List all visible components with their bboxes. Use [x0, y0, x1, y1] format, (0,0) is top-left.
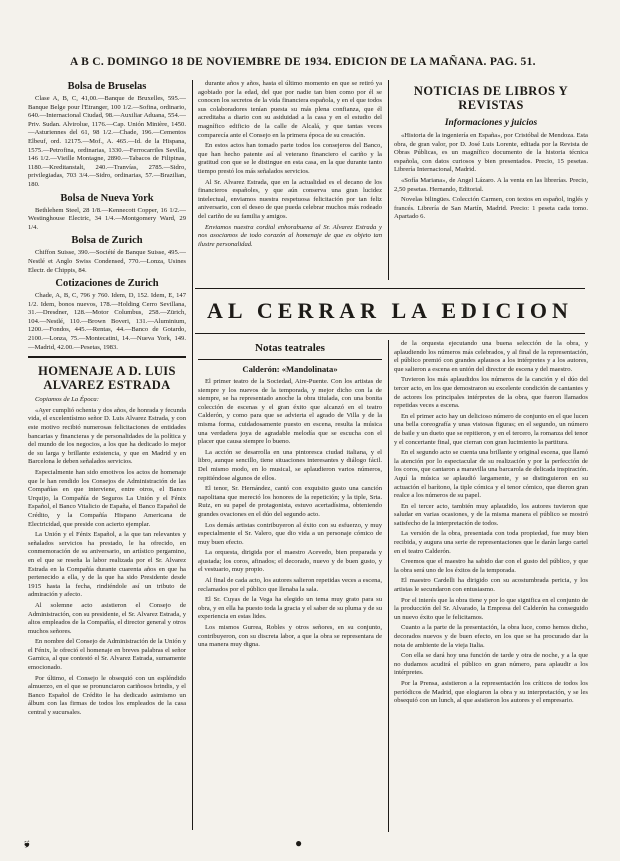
cotizaciones-title: Cotizaciones de Zurich [55, 278, 159, 290]
section-divider [28, 356, 186, 358]
notas-continuation: En el tercer acto, también muy aplaudido, los autores tuvieron que saludar en varias ocasiones, y de la misma manera el público se mostró satisfecho de la interpretación de todos. [394, 502, 588, 527]
homenaje-paragraph: «Ayer cumplió ochenta y dos años, de honrada y fecunda vida, el excelentísimo señor D. Luis Alvarez Estrada, y con este motivo recibió numerosas felicitaciones de entidades bancarias y financieras y de personalidades de la política y del mundo de los negocios, a los que ha dedicado lo mejor de su larga y brillante existencia, y que en Madrid y en Barcelona le deben señalados servicios. [28, 406, 186, 466]
bruselas-body: Clase A, B, C, 41,00.—Banque de Bruxelles, 595.—Banque Belge pour l'Etranger, 100 1/2.—Sofina, ordinario, 640.—Internacional Ciudad, 98.—Auxiliar Aduana, 554.—Priv. Sudan. Alvirolue, 1176.—Cap. Unión Minière, 1450.—Asturiennes del 61, 98 1/2.—Chade, 196.—Cementos Elbeuf, ord. 12175.—Mof., A. 465.—Id. de la Hispana, 1575.—Petrofina, ordinarias, 1330.—Ferrocarriles Sevilla, 146 1/2.—Vieille Montagne, 2890.—Tabacos de Filipinas, 1180.—Kreditanstalt, 240.—Tranvías, 2785.—Sidro, privilegiadas, 703 3/4.—Sidro, ordinarias, 57.—Brazilian, 180. [28, 95, 186, 188]
notas-paragraph: El tenor, Sr. Hernández, cantó con exquisito gusto una canción napolitana que mereció los honores de la repetición; y la tiple, Srta. Ruiz, en su papel de protagonista, estuvo acertadísima, obteniendo grandes ovaciones en el dúo del segundo acto. [198, 485, 382, 518]
homenaje-continuation: Al Sr. Alvarez Estrada, que en la actualidad es el decano de los financieros españoles, y que aún conserva una gran lucidez intelectual, enviamos nuestra respetuosa felicitación por tan feliz aniversario, con el deseo de que pueda celebrar muchos más rodeado del cariño de su familia y amigos. [198, 178, 382, 220]
column-divider [388, 340, 389, 832]
column-2-top [198, 80, 382, 280]
libros-column [394, 80, 588, 280]
libros-subtitle: Informaciones y juicios [444, 118, 538, 128]
cotizaciones-body: Chade, A, B, C, 796 y 760. Idem, D, 152. Idem, E, 147 1/2. Idem, bonos nuevos, 178.—Holding Cerro Sevillana, 31.—Dresdner, 128.—Motor Columbus, 258.—Zürich, 104.—Nestlé, 110.—Brown Boveri, 131.—Aluminium, 1200.—Fondos, 445.—Rentas, 44.—Banco de Gotardo, 2100.—Lonza, 75.—Montecatini, 14.—Nueva York, 149.—Madrid, 42.00.—Pesetas, 1983. [28, 292, 186, 351]
homenaje-paragraph: Por último, el Consejo le obsequió con un espléndido almuerzo, en el que se pronunciaron cariñosos brindis, y el Banco Español de Crédito le ha dedicado asimismo un álbum con las firmas de todos los empleados de la casa central y sucursales. [28, 674, 186, 717]
notas-continuation: Cuanto a la parte de la presentación, la obra luce, como hemos dicho, decorados nuevos y de buen efecto, en los que se ha procurado dar la nota de ambiente de la vieja Italia. [394, 624, 588, 649]
notas-continuation: En el primer acto hay un delicioso número de conjunto en el que lucen una bella coreografía y unas vistosas figuras; en el segundo, un número de baile y un dueto que se repitieron, y en el tercero, la romanza del tenor y el concertante final, que cierran con gran lucimiento la partitura. [394, 412, 588, 446]
notas-continuation: Tuvieron los más aplaudidos los números de la canción y el dúo del tercer acto, en los que demostraron su excelente condición de cantantes y de actores los principales intérpretes de la obra, que fueron llamados repetidas veces a escena. [394, 376, 588, 410]
bruselas-title: Bolsa de Bruselas [67, 81, 147, 92]
bullet-icon: ● [295, 836, 303, 850]
notas-paragraph: Al final de cada acto, los autores salieron repetidas veces a escena, reclamados por el público que llenaba la sala. [198, 577, 382, 593]
notas-continuation: Con ella se dará hoy una función de tarde y otra de noche, y a la que no dudamos acudirá el público en gran número, para aplaudir a los intérpretes. [394, 652, 588, 677]
notas-paragraph: El Sr. Cuyas de la Vega ha elegido un tema muy grato para su obra, y en ella ha puesto toda la gracia y el saber de su pluma y de su experiencia en estas lides. [198, 596, 382, 621]
notas-continuation: de la orquesta ejecutando una buena selección de la obra, y aplaudiendo los números más celebrados, y al final de la representación, el público premió con grandes aplausos a los intérpretes y a los autores, que salieron a escena en unión del director de escena y del maestro. [394, 340, 588, 373]
notas-continuation: Por el interés que la obra tiene y por lo que significa en el conjunto de la producción del Sr. Alvarado, la Empresa del Calderón ha conseguido un nuevo éxito que le felicitamos. [394, 596, 588, 621]
homenaje-intro: Copiamos de La Época: [35, 396, 99, 404]
notas-continuation: La versión de la obra, presentada con toda propiedad, fue muy bien recibida, y augura una serie de representaciones que le darán largo cartel en el teatro Calderón. [394, 530, 588, 555]
libros-title: NOTICIAS DE LIBROS Y REVISTAS [413, 84, 569, 112]
notas-paragraph: El primer teatro de la Sociedad, Aire-Puente. Con los artistas de siempre y los nuevos de la temporada, y mejor dicho con la de siempre, se ha representado anoche la obra titulada, con una bonita colección de escenas y el gran éxito que alcanzó en el teatro Calderón, y como para que se advierta el agrado de Villa y de la misma forma, cuidadosamente puesto en escena, resulta la música una verdadera joya de agradable melodía que se escucha con el placer que causa siempre lo bueno. [198, 378, 382, 446]
column-divider [388, 80, 389, 280]
nueva-york-title: Bolsa de Nueva York [60, 192, 154, 204]
section-divider [198, 359, 382, 360]
notas-paragraph: La acción se desarrolla en una pintoresca ciudad italiana, y el libro, aunque sencillo, tiene situaciones interesantes y diálogo fácil. Del mismo modo, en lo musical, se aplaudieron varios números, repitiéndose algunos de ellos. [198, 448, 382, 482]
homenaje-paragraph: En nombre del Consejo de Administración de la Unión y el Fénix, le ofreció el homenaje en breves palabras el señor Garnica, al que contestó el Sr. Alvarez Estrada, sumamente emocionado. [28, 638, 186, 672]
homenaje-paragraph: La Unión y el Fénix Español, a la que tan relevantes y señalados servicios ha prestado, le ha ofrecido, en conmemoración de su aniversario, un artístico pergamino, en el que se reseña la labor realizada por el Sr. Alvarez Estrada en la Compañía durante cuarenta años en que ha pertenecido a ella, y de la que ha sido Presidente desde 1915 hasta la fecha, rindiéndole así un tributo de admiración y afecto. [28, 531, 186, 599]
notas-continuation: El maestro Cardelli ha dirigido con su acostumbrada pericia, y los artistas le secundaron con entusiasmo. [394, 577, 588, 594]
libros-paragraph: Novelas bilingües. Colección Carmen, con textos en español, inglés y francés. Librería de San Martín, Madrid. Precio: 1 peseta cada tomo. Apartado 6. [394, 196, 588, 221]
notas-continuation: Por la Prensa, asistieron a la representación los críticos de todos los periódicos de Madrid, que elogiaron la obra y su interpretación, y se les obsequió con un lunch, al que asistieron los autores y el empresario. [394, 679, 588, 705]
notas-paragraph: Los mismos Gurrea, Robles y otros señores, en su conjunto, contribuyeron, con su discreta labor, a que la obra se representara de una manera muy digna. [198, 624, 382, 649]
libros-paragraph: «Sofía Mariana», de Angel Lázaro. A la venta en las librerías. Precio, 2,50 pesetas. Hernando, Editorial. [394, 176, 588, 193]
homenaje-closing: Enviamos nuestra cordial enhorabuena al Sr. Alvarez Estrada y nos asociamos de todo corazón al homenaje de que es objeto tan ilustre personalidad. [198, 223, 382, 248]
ornament-icon: 🙘 [24, 839, 30, 850]
nueva-york-body: Bethlehem Steel, 28 1/8.—Kennecott Copper, 16 1/2.—Westinghouse Electric, 34 1/4.—Montgomery Ward, 29 1/4. [28, 206, 186, 231]
calderon-title: Calderón: «Mandolinata» [242, 364, 338, 374]
notas-paragraph: Los demás artistas contribuyeron al éxito con su esfuerzo, y muy especialmente el Sr. Valero, que dio vida a un personaje cómico de muy buen efecto. [198, 521, 382, 546]
notas-continuation: Creemos que el maestro ha sabido dar con el gusto del público, y que la obra será uno de los éxitos de la temporada. [394, 558, 588, 574]
homenaje-title: HOMENAJE A D. LUIS ALVAREZ ESTRADA [38, 364, 176, 393]
column-1 [28, 78, 186, 720]
closing-edition-banner: AL CERRAR LA EDICION [195, 288, 585, 334]
notas-teatrales-title: Notas teatrales [255, 342, 325, 354]
zurich-body: Chiffon Suisse, 390.—Société de Banque Suisse, 495.—Nestlé et Anglo Swiss Condensed, 770.—Lonza, Usines Electr. de Chippis, 84. [28, 249, 186, 274]
page-header: A B C. DOMINGO 18 DE NOVIEMBRE DE 1934. EDICION DE LA MAÑANA. PAG. 51. [70, 56, 536, 68]
libros-paragraph: «Historia de la ingeniería en España», por Cristóbal de Mendoza. Esta obra, de gran valor, por D. José Luis Lorente, editada por la Revista de Obras Públicas, es un magnífico documento de la historia técnica española, con datos curiosos y bien presentados. Precio, 15 pesetas. Librería Internacional, Madrid. [394, 132, 588, 174]
homenaje-continuation: durante años y años, hasta el último momento en que se retiró ya agobiado por la edad, del que por nadie tan bien como por él se conocen los secretos de la vida financiera española, y en el que todos sus colaboradores tenían puesta su más plena confianza, que él acreditaba a diario con su asiduidad a la casa y en el estudio del magnífico edificio de la calle de Alcalá, y que tantas veces comparecía ante el Consejo en la primera época de su creación. [198, 80, 382, 139]
notas-paragraph: La orquesta, dirigida por el maestro Acevedo, bien preparada y ajustada; los coros, afinados; el decorado, nuevo y de buen gusto, y el vestuario, muy propio. [198, 549, 382, 574]
homenaje-paragraph: Al solemne acto asistieron el Consejo de Administración, con su presidente, el Sr. Alvarez Estrada, y altos empleados de la Compañía, el director general y otros muchos señores. [28, 601, 186, 635]
zurich-title: Bolsa de Zurich [71, 235, 143, 247]
column-4 [394, 340, 588, 832]
homenaje-continuation: En estos actos han tomado parte todos los consejeros del Banco, que han hecho patente así al veterano financiero el cariño y la gratitud con que se le distingue en esta casa, en la que durante tanto tiempo prestó los más señalados servicios. [198, 142, 382, 175]
notas-continuation: En el segundo acto se cuenta una brillante y original escena, que llamó la atención por lo espectacular de su realización y por la perfección de los coros, que cantaron a maravilla una barcarola de delicada inspiración. Aquí la música se aplaudió largamente, y se distinguieron en su actuación el barítono, la tiple cómica y el tenor cómico, que dieron gran realce a los números de su papel. [394, 449, 588, 500]
column-divider [192, 80, 193, 830]
homenaje-paragraph: Especialmente han sido emotivos los actos de homenaje que le han rendido los Consejos de Administración de las Compañías en que interviene, entre otros, el Banco Urquijo, la Compañía de Seguros La Unión y el Fénix Español, el Banco Vitalicio de España, el Banco Español de Crédito, y la Compañía Hispano Americana de Electricidad, que preside con acierto ejemplar. [28, 469, 186, 528]
column-3 [198, 340, 382, 832]
